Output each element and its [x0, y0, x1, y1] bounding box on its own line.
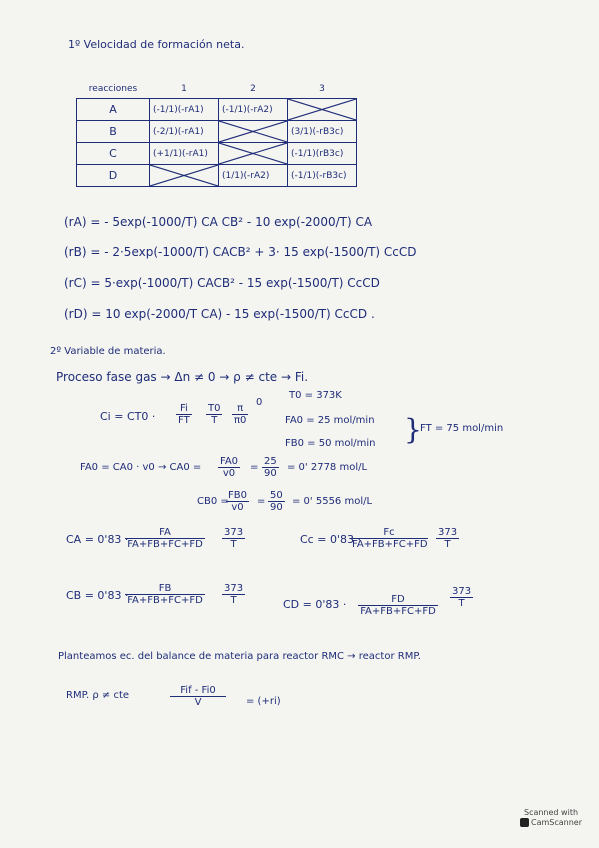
- ci-fraction-f: $\frac{Fi}{FT}$: [178, 403, 190, 426]
- table-header-reactions: reacciones: [88, 84, 138, 94]
- table-row: [77, 165, 357, 187]
- ca0-fraction: $\frac{FA0}{v0}$: [220, 456, 239, 479]
- table-cell: (1/1)(-rA2): [219, 165, 288, 187]
- ci-expression: [100, 410, 155, 423]
- watermark-line-1: Scanned with: [523, 808, 579, 817]
- rmp-fraction: Fif - Fi0 V: [170, 685, 226, 708]
- cb0-equals: =: [257, 496, 266, 507]
- table-cell: (+1/1)(-rA1): [150, 143, 219, 165]
- cb0-result: = 0' 5556 mol/L: [292, 496, 373, 507]
- fb0-value: FB0 = 50 mol/min: [285, 438, 376, 449]
- crossed-cell: [288, 99, 357, 121]
- cd-temp-fraction: $\frac{373}{T}$: [452, 586, 472, 609]
- ca-temp-fraction: $\frac{373}{T}$: [224, 527, 244, 550]
- rate-equation-d: (rD) = 10 exp(-2000/T CA) - 15 exp(-1500/T) CcCD .: [64, 307, 375, 321]
- reaction-table: [76, 80, 357, 187]
- ca-lhs: CA = 0'83 ·: [66, 533, 129, 546]
- cb0-lhs: CB0 =: [197, 496, 229, 507]
- table-row: [77, 143, 357, 165]
- ca0-lhs: FA0 = CA0 · v0 → CA0 =: [80, 462, 202, 473]
- crossed-cell: [219, 121, 288, 143]
- row-label: D: [77, 165, 150, 187]
- ft-value: FT = 75 mol/min: [420, 423, 504, 434]
- cb-lhs: CB = 0'83 ·: [66, 589, 129, 602]
- row-label: C: [77, 143, 150, 165]
- ca-fraction: $\frac{FA}{FA+FB+FC+FD}$: [125, 527, 205, 550]
- cb-temp-fraction: $\frac{373}{T}$: [224, 583, 244, 606]
- ci-exponent: 0: [256, 397, 263, 408]
- ci-fraction-t: $\frac{T0}{T}$: [208, 403, 221, 426]
- section-2-title: 2º Variable de materia.: [50, 346, 166, 357]
- section-1-title: 1º Velocidad de formación neta.: [68, 38, 245, 51]
- cc-temp-fraction: $\frac{373}{T}$: [438, 527, 458, 550]
- table-cell: (-1/1)(-rB3c): [288, 165, 357, 187]
- ci-lhs: Ci = CT0 ·: [100, 410, 156, 423]
- process-statement: Proceso fase gas → Δn ≠ 0 → ρ ≠ cte → Fi.: [56, 370, 309, 384]
- cb0-fraction: $\frac{FB0}{v0}$: [228, 490, 247, 513]
- rate-equation-c: (rC) = 5·exp(-1000/T) CACB² - 15 exp(-1500/T) CcCD: [64, 276, 380, 290]
- table-cell: (-1/1)(-rA2): [219, 99, 288, 121]
- table-cell: (-1/1)(-rA1): [150, 99, 219, 121]
- watermark-line-2: CamScanner: [531, 818, 583, 827]
- row-label: A: [77, 99, 150, 121]
- table-row: [77, 99, 357, 121]
- balance-statement: Planteamos ec. del balance de materia para reactor RMC → reactor RMP.: [58, 651, 421, 662]
- fa0-value: FA0 = 25 mol/min: [285, 415, 375, 426]
- table-cell: (3/1)(-rB3c): [288, 121, 357, 143]
- brace-icon: }: [404, 413, 422, 446]
- ca0-result: = 0' 2778 mol/L: [287, 462, 368, 473]
- cd-lhs: CD = 0'83 ·: [283, 598, 347, 611]
- rmp-lhs: RMP. ρ ≠ cte: [66, 690, 130, 701]
- ca0-fraction-num: $\frac{25}{90}$: [264, 456, 277, 479]
- ci-fraction-pi: $\frac{\pi}{\pi 0}$: [234, 403, 247, 426]
- table-header-2: 2: [250, 84, 256, 94]
- cb0-fraction-num: $\frac{50}{90}$: [270, 490, 283, 513]
- table-header-3: 3: [319, 84, 325, 94]
- camscanner-watermark: [520, 808, 582, 828]
- cc-lhs: Cc = 0'83 ·: [300, 533, 361, 546]
- rate-equation-a: (rA) = - 5exp(-1000/T) CA CB² - 10 exp(-2000/T) CA: [64, 215, 373, 229]
- rate-equation-b: (rB) = - 2·5exp(-1000/T) CACB² + 3· 15 exp(-1500/T) CcCD: [64, 245, 417, 259]
- t0-value: T0 = 373K: [289, 390, 342, 401]
- row-label: B: [77, 121, 150, 143]
- table-header-1: 1: [181, 84, 187, 94]
- camscanner-logo-icon: [520, 818, 529, 827]
- rmp-rhs: = (+ri): [246, 696, 281, 707]
- table-row: [77, 121, 357, 143]
- cb-fraction: $\frac{FB}{FA+FB+FC+FD}$: [125, 583, 205, 606]
- cc-fraction: $\frac{Fc}{FA+FB+FC+FD}$: [352, 527, 428, 550]
- crossed-cell: [150, 165, 219, 187]
- cd-fraction: $\frac{FD}{FA+FB+FC+FD}$: [358, 594, 438, 617]
- ca0-equals: =: [250, 462, 259, 473]
- table-cell: (-1/1)(rB3c): [288, 143, 357, 165]
- crossed-cell: [219, 143, 288, 165]
- table-cell: (-2/1)(-rA1): [150, 121, 219, 143]
